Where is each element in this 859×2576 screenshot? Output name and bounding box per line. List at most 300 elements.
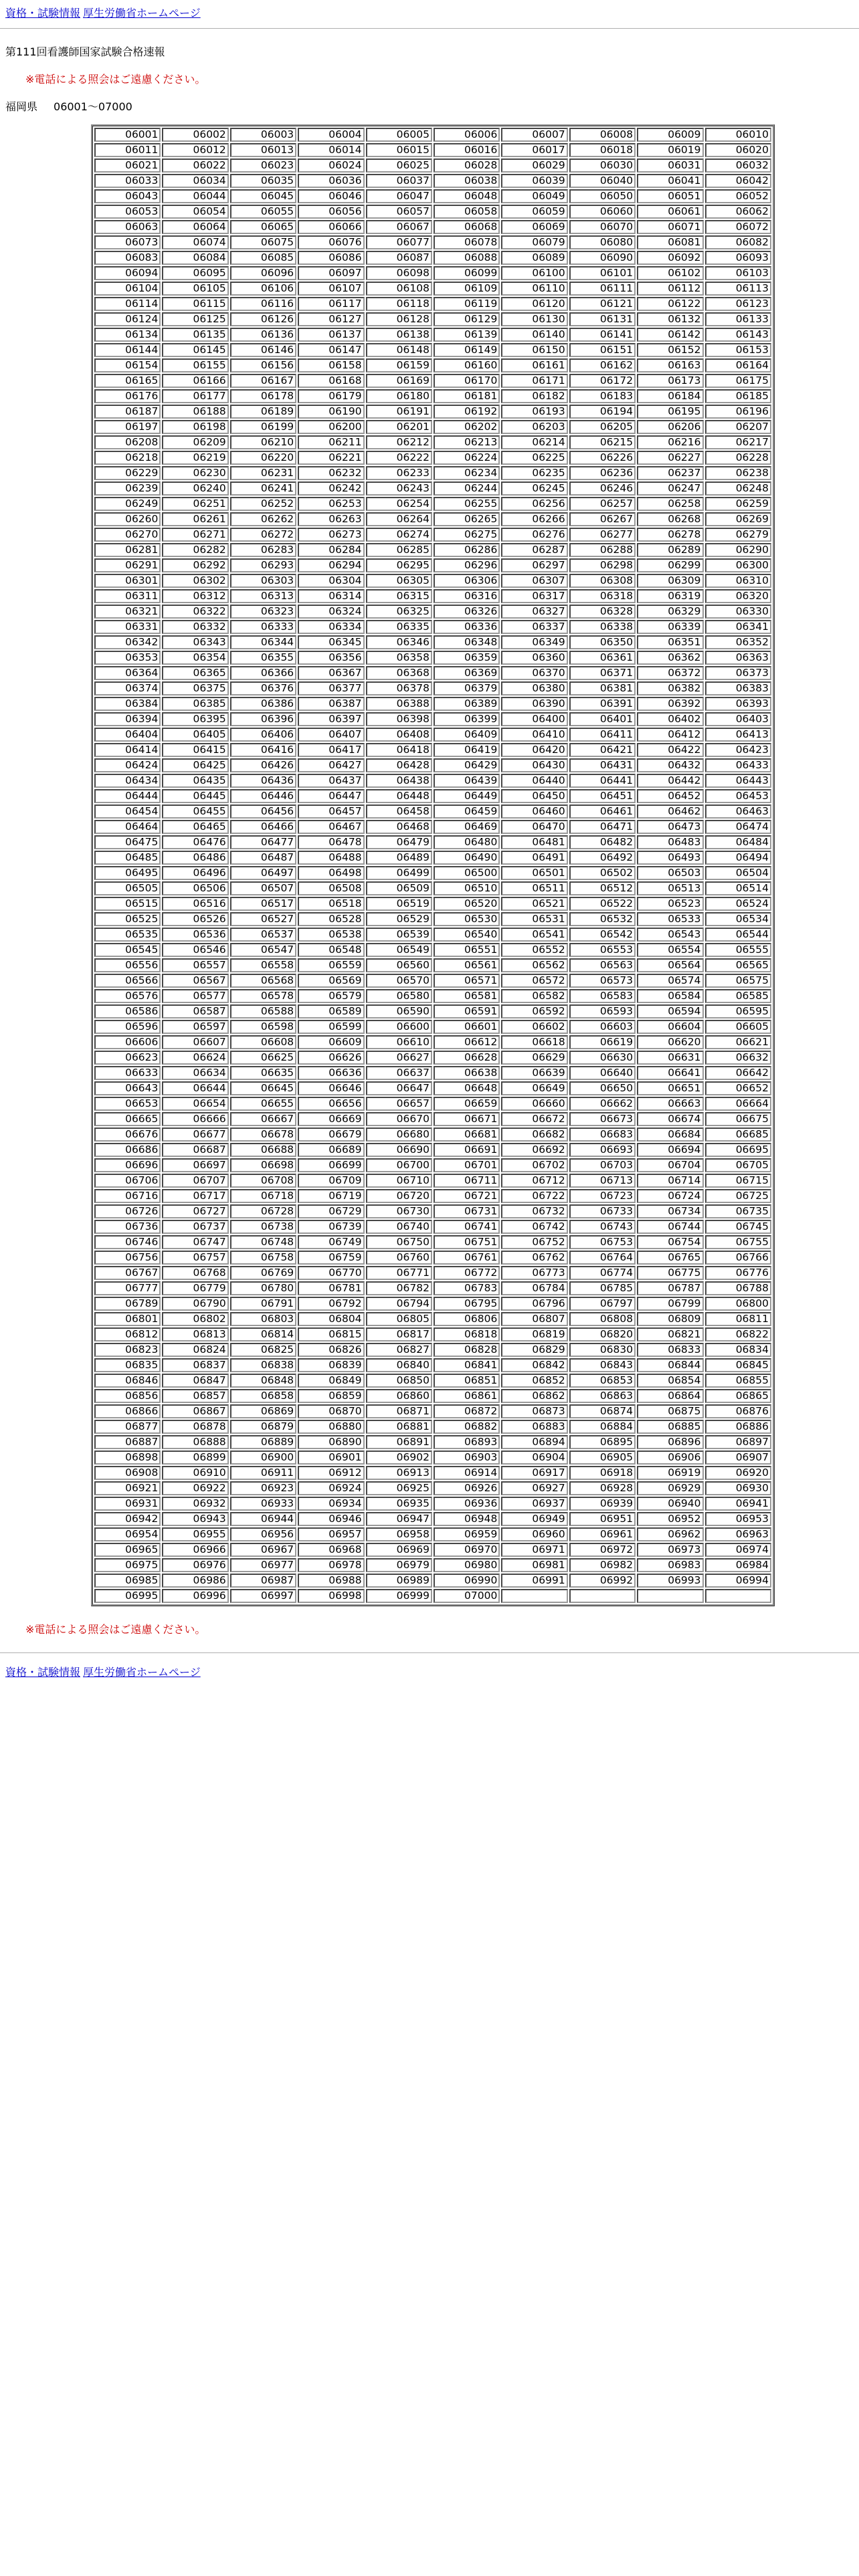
passing-number-cell: 06984 <box>705 1558 771 1572</box>
passing-number-cell: 06784 <box>501 1281 567 1295</box>
passing-number-cell: 06934 <box>298 1497 364 1511</box>
passing-number-cell: 06400 <box>501 712 567 726</box>
passing-number-cell: 06752 <box>501 1235 567 1249</box>
passing-number-cell: 06279 <box>705 528 771 542</box>
passing-number-cell: 06841 <box>434 1358 500 1372</box>
passing-number-cell: 06028 <box>434 158 500 173</box>
passing-number-cell: 06079 <box>501 235 567 249</box>
passing-number-cell: 06141 <box>569 328 636 342</box>
passing-number-cell: 06766 <box>705 1251 771 1265</box>
passing-number-cell: 06973 <box>637 1543 703 1557</box>
passing-number-cell: 06507 <box>230 881 296 895</box>
passing-number-cell: 06399 <box>434 712 500 726</box>
passing-number-cell: 06287 <box>501 543 567 557</box>
passing-number-cell: 06292 <box>162 558 228 572</box>
passing-number-cell: 06755 <box>705 1235 771 1249</box>
passing-number-cell: 06932 <box>162 1497 228 1511</box>
passing-number-cell: 06695 <box>705 1143 771 1157</box>
passing-number-cell: 06999 <box>366 1589 432 1603</box>
table-row <box>94 635 771 649</box>
passing-number-cell: 06076 <box>298 235 364 249</box>
passing-number-cell: 06794 <box>366 1297 432 1311</box>
passing-number-cell: 06162 <box>569 358 636 372</box>
passing-number-cell: 06864 <box>637 1389 703 1403</box>
passing-number-cell: 06336 <box>434 620 500 634</box>
passing-number-cell: 06918 <box>569 1466 636 1480</box>
passing-number-cell: 06106 <box>230 282 296 296</box>
table-row <box>94 1420 771 1434</box>
passing-number-cell: 06178 <box>230 389 296 403</box>
passing-number-cell: 06526 <box>162 912 228 926</box>
passing-number-cell: 06104 <box>94 282 161 296</box>
passing-number-cell: 06065 <box>230 220 296 234</box>
passing-number-cell: 06339 <box>637 620 703 634</box>
passing-number-cell: 06859 <box>298 1389 364 1403</box>
passing-number-cell: 06296 <box>434 558 500 572</box>
passing-number-cell: 06756 <box>94 1251 161 1265</box>
table-row <box>94 1220 771 1234</box>
passing-number-cell: 06016 <box>434 143 500 157</box>
passing-number-cell: 06855 <box>705 1374 771 1388</box>
passing-number-cell: 06528 <box>298 912 364 926</box>
passing-number-cell: 06706 <box>94 1174 161 1188</box>
passing-number-cell: 06992 <box>569 1574 636 1588</box>
table-row <box>94 1251 771 1265</box>
passing-number-cell: 06069 <box>501 220 567 234</box>
passing-number-cell: 06172 <box>569 374 636 388</box>
passing-number-cell: 06148 <box>366 343 432 357</box>
passing-number-cell: 06651 <box>637 1081 703 1095</box>
passing-number-cell: 06760 <box>366 1251 432 1265</box>
passing-number-cell: 06125 <box>162 312 228 326</box>
passing-number-cell: 06894 <box>501 1435 567 1449</box>
passing-number-cell: 06207 <box>705 420 771 434</box>
passing-number-cell: 06317 <box>501 589 567 603</box>
passing-number-cell: 06852 <box>501 1374 567 1388</box>
qualification-exam-info-link[interactable]: 資格・試験情報 <box>5 7 81 19</box>
table-row <box>94 574 771 588</box>
passing-number-cell: 06145 <box>162 343 228 357</box>
passing-number-cell: 06313 <box>230 589 296 603</box>
table-row <box>94 158 771 173</box>
passing-number-cell: 06496 <box>162 866 228 880</box>
passing-number-cell: 06911 <box>230 1466 296 1480</box>
passing-number-cell: 06180 <box>366 389 432 403</box>
passing-number-cell: 06711 <box>434 1174 500 1188</box>
passing-number-cell: 06004 <box>298 128 364 142</box>
passing-number-cell: 06114 <box>94 297 161 311</box>
passing-number-cell: 06163 <box>637 358 703 372</box>
passing-number-cell: 06260 <box>94 512 161 526</box>
passing-number-cell: 06710 <box>366 1174 432 1188</box>
passing-number-cell: 06475 <box>94 835 161 849</box>
passing-number-cell: 06246 <box>569 481 636 496</box>
passing-number-cell: 06774 <box>569 1266 636 1280</box>
passing-number-cell: 06370 <box>501 666 567 680</box>
passing-number-cell: 06122 <box>637 297 703 311</box>
passing-number-cell: 06022 <box>162 158 228 173</box>
passing-number-cell: 06101 <box>569 266 636 280</box>
passing-number-cell: 06278 <box>637 528 703 542</box>
passing-number-cell: 06605 <box>705 1020 771 1034</box>
passing-number-cell: 06524 <box>705 897 771 911</box>
passing-number-cell: 06765 <box>637 1251 703 1265</box>
passing-number-cell: 06628 <box>434 1051 500 1065</box>
passing-number-cell: 06814 <box>230 1327 296 1341</box>
passing-number-cell: 06423 <box>705 743 771 757</box>
passing-number-cell: 06503 <box>637 866 703 880</box>
passing-number-cell: 06259 <box>705 497 771 511</box>
passing-number-cell: 06199 <box>230 420 296 434</box>
passing-number-cell: 06989 <box>366 1574 432 1588</box>
passing-number-cell: 06017 <box>501 143 567 157</box>
passing-number-cell: 06391 <box>569 697 636 711</box>
table-row <box>94 666 771 680</box>
mhlw-homepage-link-bottom[interactable]: 厚生労働省ホームページ <box>83 1666 201 1679</box>
passing-number-cell: 06480 <box>434 835 500 849</box>
passing-number-cell: 06350 <box>569 635 636 649</box>
passing-number-cell: 06895 <box>569 1435 636 1449</box>
passing-number-cell: 06349 <box>501 635 567 649</box>
passing-number-cell: 06889 <box>230 1435 296 1449</box>
passing-number-cell: 06692 <box>501 1143 567 1157</box>
passing-number-cell: 06341 <box>705 620 771 634</box>
passing-number-cell: 06474 <box>705 820 771 834</box>
passing-number-cell: 06335 <box>366 620 432 634</box>
passing-number-cell: 06650 <box>569 1081 636 1095</box>
mhlw-homepage-link[interactable]: 厚生労働省ホームページ <box>83 7 201 19</box>
passing-number-cell: 06501 <box>501 866 567 880</box>
passing-number-cell: 06038 <box>434 174 500 188</box>
passing-number-cell: 06211 <box>298 435 364 449</box>
table-row <box>94 1543 771 1557</box>
passing-number-cell: 06777 <box>94 1281 161 1295</box>
passing-number-cell: 06770 <box>298 1266 364 1280</box>
passing-number-cell: 06498 <box>298 866 364 880</box>
passing-number-cell: 06754 <box>637 1235 703 1249</box>
passing-number-cell: 06110 <box>501 282 567 296</box>
table-row <box>94 774 771 788</box>
passing-number-cell: 06987 <box>230 1574 296 1588</box>
passing-number-cell: 06986 <box>162 1574 228 1588</box>
passing-number-cell: 06660 <box>501 1097 567 1111</box>
passing-number-cell: 06741 <box>434 1220 500 1234</box>
passing-number-cell: 06951 <box>569 1512 636 1526</box>
passing-number-cell: 06243 <box>366 481 432 496</box>
passing-number-cell: 06570 <box>366 974 432 988</box>
passing-number-cell: 06912 <box>298 1466 364 1480</box>
passing-number-cell: 07000 <box>434 1589 500 1603</box>
passing-number-cell: 06171 <box>501 374 567 388</box>
passing-number-cell: 06781 <box>298 1281 364 1295</box>
passing-number-cell: 06879 <box>230 1420 296 1434</box>
passing-number-cell: 06546 <box>162 943 228 957</box>
passing-number-cell: 06473 <box>637 820 703 834</box>
passing-number-cell: 06328 <box>569 605 636 619</box>
passing-number-cell: 06775 <box>637 1266 703 1280</box>
passing-number-cell: 06787 <box>637 1281 703 1295</box>
table-row <box>94 251 771 265</box>
passing-number-cell: 06136 <box>230 328 296 342</box>
passing-number-cell: 06850 <box>366 1374 432 1388</box>
table-row <box>94 143 771 157</box>
passing-number-cell: 06011 <box>94 143 161 157</box>
passing-number-cell: 06210 <box>230 435 296 449</box>
passing-number-cell: 06796 <box>501 1297 567 1311</box>
table-row <box>94 589 771 603</box>
passing-number-cell: 06745 <box>705 1220 771 1234</box>
passing-number-cell: 06360 <box>501 651 567 665</box>
passing-number-cell: 06584 <box>637 989 703 1003</box>
passing-number-cell: 06052 <box>705 189 771 203</box>
passing-number-cell: 06216 <box>637 435 703 449</box>
passing-number-cell: 06373 <box>705 666 771 680</box>
passing-number-cell: 06566 <box>94 974 161 988</box>
passing-number-cell: 06154 <box>94 358 161 372</box>
passing-number-cell: 06381 <box>569 681 636 695</box>
passing-number-cell: 06807 <box>501 1312 567 1326</box>
passing-number-cell: 06866 <box>94 1404 161 1418</box>
passing-number-cell: 06663 <box>637 1097 703 1111</box>
passing-number-cell: 06242 <box>298 481 364 496</box>
table-row <box>94 866 771 880</box>
passing-number-cell: 06515 <box>94 897 161 911</box>
passing-number-cell: 06392 <box>637 697 703 711</box>
passing-number-cell: 06514 <box>705 881 771 895</box>
passing-number-cell: 06599 <box>298 1020 364 1034</box>
passing-number-cell: 06724 <box>637 1189 703 1203</box>
passing-number-cell: 06579 <box>298 989 364 1003</box>
passing-number-cell: 06201 <box>366 420 432 434</box>
passing-number-cell: 06707 <box>162 1174 228 1188</box>
passing-number-cell: 06300 <box>705 558 771 572</box>
passing-number-cell: 06682 <box>501 1128 567 1142</box>
passing-number-cell: 06601 <box>434 1020 500 1034</box>
passing-number-cell: 06306 <box>434 574 500 588</box>
passing-number-cell: 06488 <box>298 851 364 865</box>
table-row <box>94 328 771 342</box>
passing-number-cell: 06578 <box>230 989 296 1003</box>
qualification-exam-info-link-bottom[interactable]: 資格・試験情報 <box>5 1666 81 1679</box>
passing-number-cell: 06870 <box>298 1404 364 1418</box>
passing-number-cell: 06426 <box>230 758 296 772</box>
passing-number-cell: 06687 <box>162 1143 228 1157</box>
passing-number-cell: 06181 <box>434 389 500 403</box>
table-row <box>94 651 771 665</box>
passing-number-cell: 06827 <box>366 1343 432 1357</box>
passing-number-cell: 06593 <box>569 1004 636 1018</box>
passing-number-cell: 06783 <box>434 1281 500 1295</box>
passing-number-cell: 06240 <box>162 481 228 496</box>
passing-number-cell: 06635 <box>230 1066 296 1080</box>
passing-number-cell: 06406 <box>230 728 296 742</box>
passing-number-cell: 06489 <box>366 851 432 865</box>
passing-number-cell: 06607 <box>162 1035 228 1049</box>
passing-number-cell: 06176 <box>94 389 161 403</box>
passing-number-cell: 06834 <box>705 1343 771 1357</box>
passing-number-cell: 06993 <box>637 1574 703 1588</box>
page-title: 第111回看護師国家試験合格速報 <box>5 45 165 58</box>
table-row <box>94 435 771 449</box>
passing-number-cell: 06429 <box>434 758 500 772</box>
passing-number-cell: 06316 <box>434 589 500 603</box>
passing-number-cell: 06215 <box>569 435 636 449</box>
passing-number-cell: 06610 <box>366 1035 432 1049</box>
passing-number-cell: 06282 <box>162 543 228 557</box>
passing-number-cell: 06997 <box>230 1589 296 1603</box>
passing-number-cell: 06283 <box>230 543 296 557</box>
passing-number-cell: 06981 <box>501 1558 567 1572</box>
passing-number-cell: 06191 <box>366 405 432 419</box>
passing-number-cell: 06657 <box>366 1097 432 1111</box>
passing-number-cell: 06558 <box>230 958 296 972</box>
passing-number-cell: 06522 <box>569 897 636 911</box>
passing-number-cell: 06118 <box>366 297 432 311</box>
passing-number-cell: 06898 <box>94 1451 161 1465</box>
passing-number-cell: 06297 <box>501 558 567 572</box>
table-row <box>94 1404 771 1418</box>
passing-number-cell: 06714 <box>637 1174 703 1188</box>
passing-number-cell: 06928 <box>569 1481 636 1495</box>
passing-number-cell: 06078 <box>434 235 500 249</box>
passing-number-cell: 06080 <box>569 235 636 249</box>
passing-number-cell: 06845 <box>705 1358 771 1372</box>
passing-number-cell: 06144 <box>94 343 161 357</box>
passing-number-cell: 06719 <box>298 1189 364 1203</box>
passing-number-cell: 06953 <box>705 1512 771 1526</box>
table-row <box>94 205 771 219</box>
passing-number-cell: 06187 <box>94 405 161 419</box>
passing-number-cell: 06067 <box>366 220 432 234</box>
passing-number-cell: 06378 <box>366 681 432 695</box>
passing-number-cell: 06385 <box>162 697 228 711</box>
passing-number-cell: 06421 <box>569 743 636 757</box>
table-row <box>94 497 771 511</box>
passing-number-cell: 06068 <box>434 220 500 234</box>
passing-number-cell: 06305 <box>366 574 432 588</box>
passing-number-cell: 06925 <box>366 1481 432 1495</box>
passing-number-cell: 06230 <box>162 466 228 480</box>
passing-number-cell: 06811 <box>705 1312 771 1326</box>
passing-number-cell: 06679 <box>298 1128 364 1142</box>
passing-number-cell: 06759 <box>298 1251 364 1265</box>
passing-number-cell: 06764 <box>569 1251 636 1265</box>
table-row <box>94 1358 771 1372</box>
passing-number-cell: 06312 <box>162 589 228 603</box>
passing-number-cell: 06351 <box>637 635 703 649</box>
table-row <box>94 1435 771 1449</box>
passing-number-cell: 06808 <box>569 1312 636 1326</box>
passing-number-cell: 06675 <box>705 1112 771 1126</box>
passing-number-cell: 06654 <box>162 1097 228 1111</box>
passing-number-cell: 06436 <box>230 774 296 788</box>
passing-number-cell: 06365 <box>162 666 228 680</box>
passing-number-cell: 06641 <box>637 1066 703 1080</box>
passing-number-cell: 06494 <box>705 851 771 865</box>
passing-number-cell: 06978 <box>298 1558 364 1572</box>
passing-number-cell: 06353 <box>94 651 161 665</box>
passing-number-cell: 06802 <box>162 1312 228 1326</box>
table-row <box>94 189 771 203</box>
passing-number-cell: 06725 <box>705 1189 771 1203</box>
passing-number-cell: 06030 <box>569 158 636 173</box>
table-row <box>94 1158 771 1172</box>
passing-number-cell: 06881 <box>366 1420 432 1434</box>
passing-number-cell: 06097 <box>298 266 364 280</box>
passing-number-cell: 06901 <box>298 1451 364 1465</box>
passing-number-cell: 06009 <box>637 128 703 142</box>
passing-number-cell: 06075 <box>230 235 296 249</box>
passing-number-cell: 06319 <box>637 589 703 603</box>
passing-number-cell: 06379 <box>434 681 500 695</box>
passing-number-cell: 06619 <box>569 1035 636 1049</box>
passing-number-cell: 06077 <box>366 235 432 249</box>
passing-number-cell: 06772 <box>434 1266 500 1280</box>
passing-number-cell: 06132 <box>637 312 703 326</box>
table-row <box>94 543 771 557</box>
passing-number-cell: 06806 <box>434 1312 500 1326</box>
passing-number-cell: 06333 <box>230 620 296 634</box>
table-row <box>94 712 771 726</box>
passing-number-cell: 06782 <box>366 1281 432 1295</box>
passing-number-cell: 06070 <box>569 220 636 234</box>
passing-number-cell: 06273 <box>298 528 364 542</box>
passing-number-cell: 06891 <box>366 1435 432 1449</box>
passing-number-cell: 06762 <box>501 1251 567 1265</box>
passing-number-cell: 06415 <box>162 743 228 757</box>
passing-number-cell: 06435 <box>162 774 228 788</box>
passing-number-cell: 06074 <box>162 235 228 249</box>
passing-number-cell: 06561 <box>434 958 500 972</box>
passing-number-cell: 06753 <box>569 1235 636 1249</box>
passing-number-cell: 06254 <box>366 497 432 511</box>
passing-number-cell: 06286 <box>434 543 500 557</box>
passing-number-cell: 06943 <box>162 1512 228 1526</box>
passing-number-cell: 06182 <box>501 389 567 403</box>
passing-number-cell: 06010 <box>705 128 771 142</box>
passing-number-cell: 06703 <box>569 1158 636 1172</box>
passing-number-cell: 06281 <box>94 543 161 557</box>
passing-number-cell: 06497 <box>230 866 296 880</box>
passing-number-cell: 06596 <box>94 1020 161 1034</box>
passing-number-cell: 06955 <box>162 1527 228 1541</box>
passing-number-cell: 06277 <box>569 528 636 542</box>
passing-number-cell: 06408 <box>366 728 432 742</box>
passing-number-cell: 06063 <box>94 220 161 234</box>
table-row <box>94 1374 771 1388</box>
passing-number-cell: 06644 <box>162 1081 228 1095</box>
passing-number-cell: 06346 <box>366 635 432 649</box>
passing-number-cell: 06361 <box>569 651 636 665</box>
passing-number-cell: 06598 <box>230 1020 296 1034</box>
passing-number-cell: 06434 <box>94 774 161 788</box>
passing-number-cell: 06140 <box>501 328 567 342</box>
passing-number-cell: 06113 <box>705 282 771 296</box>
passing-number-cell: 06875 <box>637 1404 703 1418</box>
table-row <box>94 943 771 957</box>
table-row <box>94 1266 771 1280</box>
passing-number-cell: 06387 <box>298 697 364 711</box>
passing-number-cell: 06673 <box>569 1112 636 1126</box>
passing-number-cell: 06531 <box>501 912 567 926</box>
passing-number-cell: 06261 <box>162 512 228 526</box>
passing-number-cell: 06722 <box>501 1189 567 1203</box>
passing-number-cell: 06903 <box>434 1451 500 1465</box>
table-row <box>94 1527 771 1541</box>
passing-number-cell: 06512 <box>569 881 636 895</box>
passing-number-cell: 06769 <box>230 1266 296 1280</box>
passing-number-cell: 06348 <box>434 635 500 649</box>
